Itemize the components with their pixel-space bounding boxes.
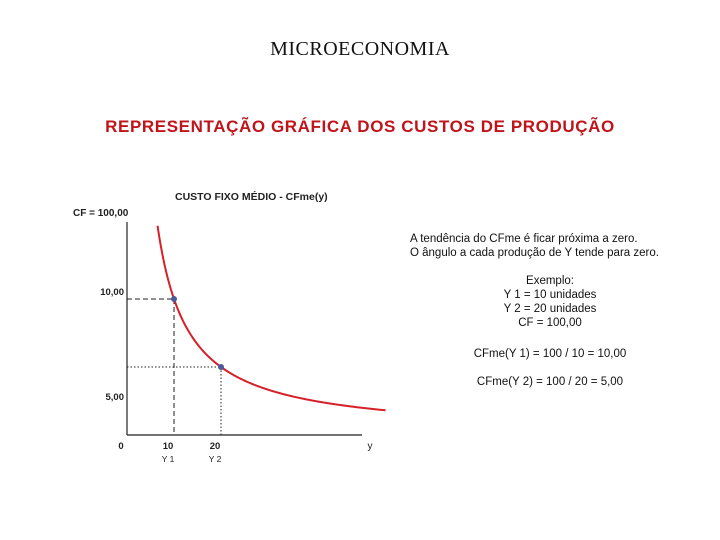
x-tick-label: 10	[162, 441, 174, 452]
trend-note-line: A tendência do CFme é ficar próxima a zero.	[410, 233, 638, 245]
x-axis-label: y	[367, 441, 373, 452]
y-axis-top-label: CF = 100,00	[73, 208, 129, 219]
example-title: Exemplo:	[526, 275, 574, 287]
chart-title: CUSTO FIXO MÉDIO - CFme(y)	[175, 191, 328, 203]
x-tick-label: 20	[209, 441, 221, 452]
example-block	[430, 274, 670, 330]
data-point	[218, 364, 224, 370]
calc-2: CFme(Y 2) = 100 / 20 = 5,00	[476, 376, 624, 388]
slide-title: MICROECONOMIA	[270, 38, 450, 60]
data-points	[171, 296, 224, 370]
guide-lines	[127, 299, 221, 435]
example-line: Y 1 = 10 unidades	[503, 289, 597, 301]
y-tick-label: 5,00	[105, 392, 124, 403]
y-tick-label: 10,00	[100, 287, 124, 298]
cfme-curve	[158, 226, 386, 410]
x-tick-label: 0	[118, 441, 124, 452]
calc-1: CFme(Y 1) = 100 / 10 = 10,00	[473, 348, 627, 360]
x-sub-tick-label: Y 1	[161, 454, 175, 464]
example-line: Y 2 = 20 unidades	[503, 303, 597, 315]
x-sub-tick-label: Y 2	[208, 454, 222, 464]
example-line: CF = 100,00	[518, 317, 582, 329]
slide-subtitle: REPRESENTAÇÃO GRÁFICA DOS CUSTOS DE PRODUÇÃO	[105, 117, 615, 136]
trend-note	[410, 232, 659, 260]
data-point	[171, 296, 177, 302]
trend-note-line: O ângulo a cada produção de Y tende para zero.	[410, 247, 659, 259]
